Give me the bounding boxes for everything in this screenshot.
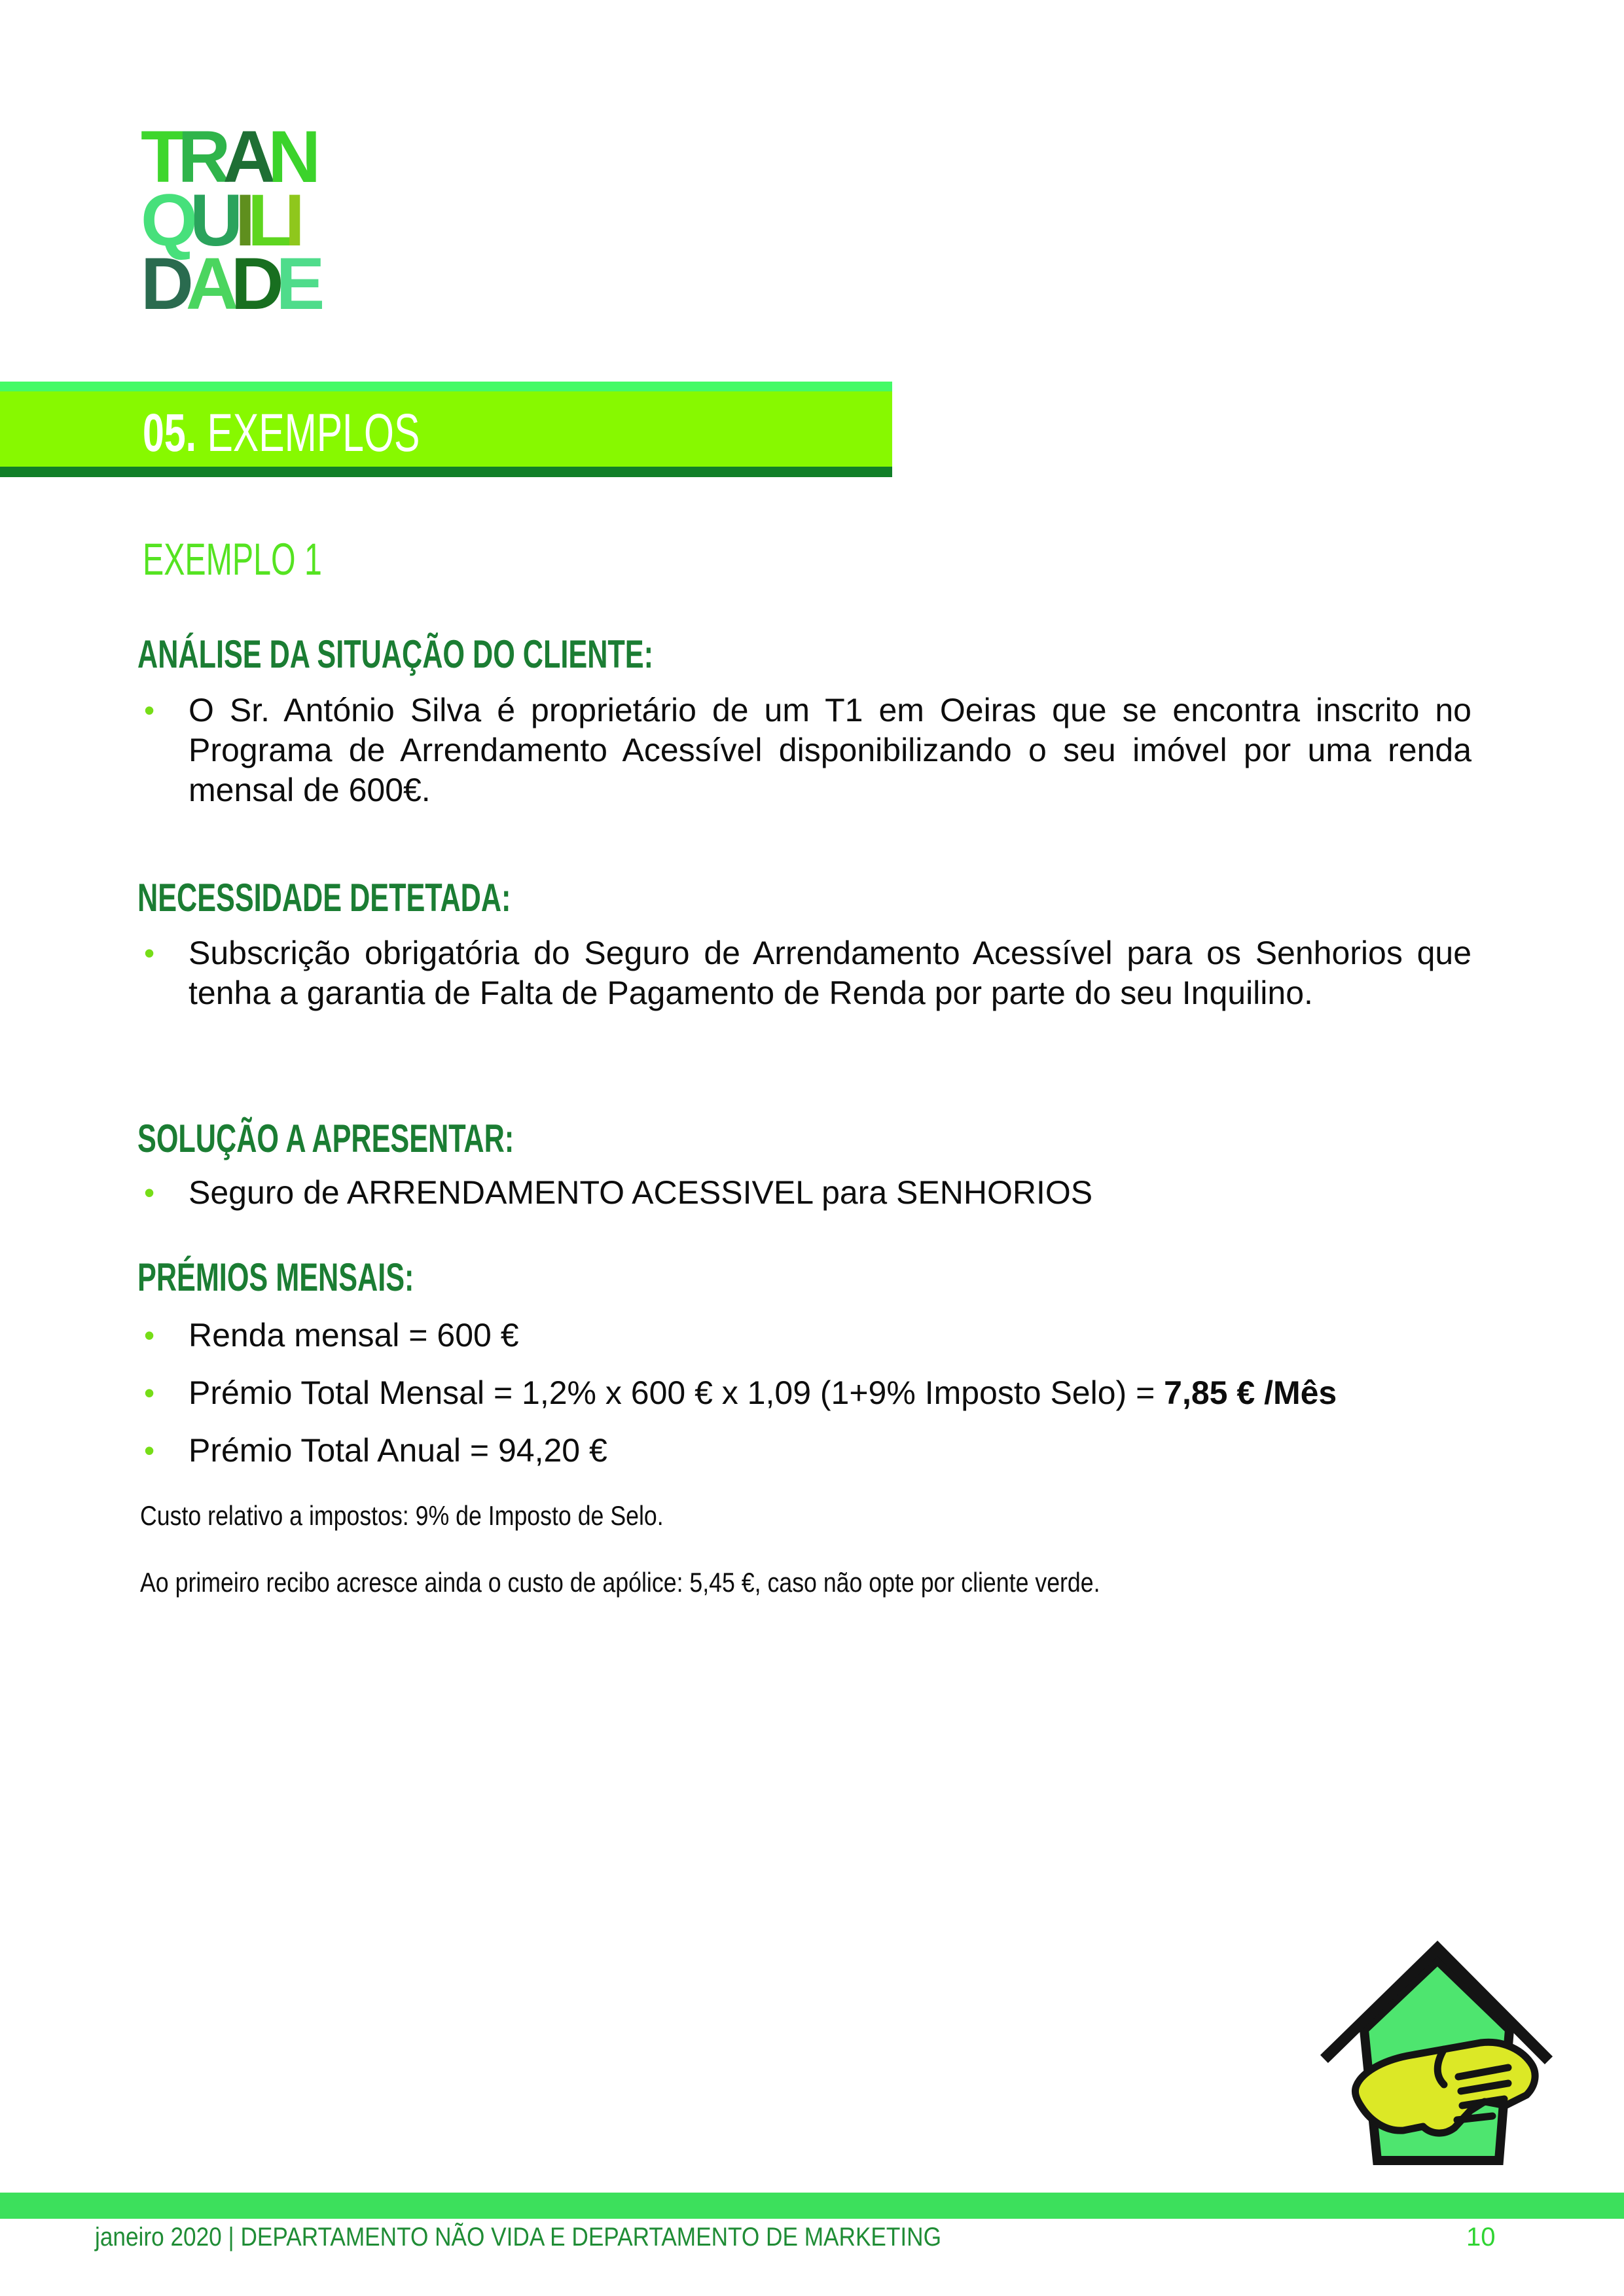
bullet-text: Subscrição obrigatória do Seguro de Arrendamento Acessível para os Senhorios que tenha a garantia de Falta de Pagamento de Renda por parte do seu Inquilino.: [189, 935, 1471, 1011]
bullet-text: Renda mensal = 600 €: [189, 1317, 519, 1354]
bullet-dot-icon: •: [144, 936, 155, 970]
banner-title: [143, 403, 420, 463]
logo-letter: E: [276, 243, 317, 325]
bullet-dot-icon: •: [144, 1433, 155, 1467]
bullet-item: [144, 1317, 519, 1354]
logo-letter: R: [177, 116, 223, 198]
banner-top-stripe: [0, 382, 892, 391]
bullet-dot-icon: •: [144, 693, 155, 727]
bullet-text: Seguro de ARRENDAMENTO ACESSIVEL para SENHORIOS: [189, 1174, 1093, 1211]
tranquilidade-logo: [141, 116, 317, 325]
section-heading-premios: PRÉMIOS MENSAIS:: [137, 1255, 414, 1299]
section-heading-necessidade: NECESSIDADE DETETADA:: [137, 876, 511, 920]
bullet-text: O Sr. António Silva é proprietário de um T1 em Oeiras que se encontra inscrito no Programa de Arrendamento Acessível disponibilizando o seu imóvel por uma renda mensal de 600€.: [189, 692, 1471, 808]
bullet-item: [144, 1432, 607, 1469]
footer-text: janeiro 2020 | DEPARTAMENTO NÃO VIDA E DEPARTAMENTO DE MARKETING: [95, 2223, 941, 2251]
banner-body: [0, 391, 892, 467]
logo-letter: Q: [141, 179, 190, 261]
logo-letter: I: [235, 179, 248, 261]
bullet-dot-icon: •: [144, 1318, 155, 1352]
logo-letter: D: [141, 243, 186, 325]
logo-letter: T: [141, 116, 178, 198]
bullet-item: [144, 1174, 1093, 1211]
bullet-item: [144, 691, 1471, 810]
banner-bottom-stripe: [0, 467, 892, 477]
bullet-text-bold: 7,85 € /Mês: [1164, 1374, 1337, 1411]
house-handshake-icon: [1312, 1934, 1561, 2181]
banner-section-number: 05.: [143, 403, 197, 463]
logo-letter: D: [230, 243, 276, 325]
footer-bar: [0, 2193, 1624, 2219]
bullet-dot-icon: •: [144, 1376, 155, 1410]
section-heading-solucao: SOLUÇÃO A APRESENTAR:: [137, 1117, 514, 1160]
logo-letter: I: [284, 179, 297, 261]
bullet-text: Prémio Total Anual = 94,20 €: [189, 1432, 607, 1469]
logo-letter: L: [247, 179, 285, 261]
banner-section-label: EXEMPLOS: [196, 403, 420, 463]
bullet-text: Prémio Total Mensal = 1,2% x 600 € x 1,09 (1+9% Imposto Selo) =: [189, 1374, 1164, 1411]
example-title: EXEMPLO 1: [143, 534, 322, 584]
tax-note: Custo relativo a impostos: 9% de Imposto de Selo.: [140, 1500, 664, 1531]
logo-row-3: [141, 243, 317, 325]
policy-cost-note: Ao primeiro recibo acresce ainda o custo de apólice: 5,45 €, caso não opte por cliente verde.: [140, 1567, 1100, 1598]
logo-letter: U: [190, 179, 236, 261]
section-heading-analise: ANÁLISE DA SITUAÇÃO DO CLIENTE:: [137, 632, 654, 676]
bullet-dot-icon: •: [144, 1175, 155, 1210]
logo-letter: A: [185, 243, 231, 325]
logo-letter: N: [268, 116, 314, 198]
bullet-item: [144, 933, 1471, 1013]
bullet-item: [144, 1374, 1337, 1411]
logo-letter: A: [223, 116, 268, 198]
page-number: 10: [1466, 2223, 1496, 2251]
